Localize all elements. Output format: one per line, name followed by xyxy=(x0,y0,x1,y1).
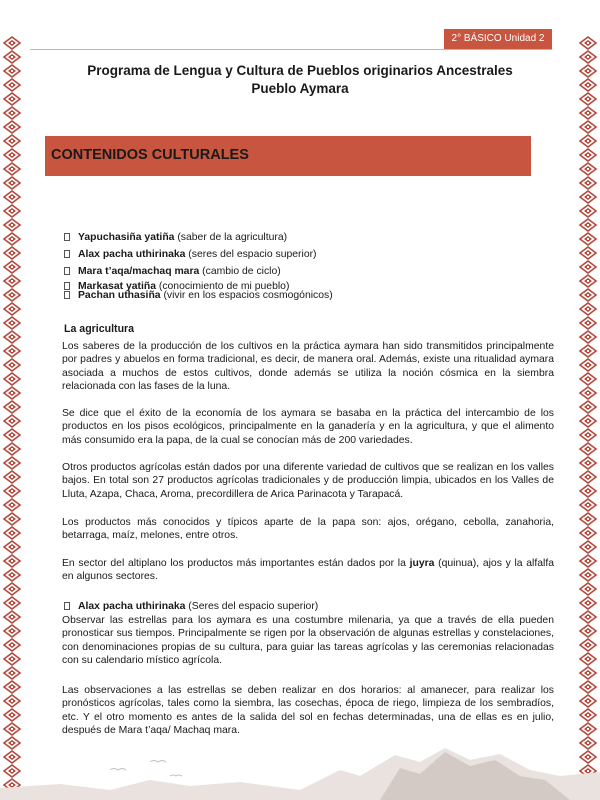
paragraph: Otros productos agrícolas están dados por una diferente variedad de cultivos que se realizan en los valles bajos. En total son 27 productos agrícolas tradicionales y de producción limpia, ubicados en los Valles de Lluta, Azapa, Chaca, Aroma, precordillera de Arica Parinacota y Tarapacá. xyxy=(62,462,554,500)
section-title: CONTENIDOS CULTURALES xyxy=(45,136,531,176)
mountain-landscape-decoration xyxy=(0,710,600,800)
paragraph: En sector del altiplano los productos más importantes están dados por la juyra (quinua), ajos y la alfalfa en algunos sectores. xyxy=(62,558,554,583)
bullet-box-icon xyxy=(64,602,70,610)
paragraph: Se dice que el éxito de la economía de los aymara se basaba en la práctica del intercambio de los productos en los pisos ecológicos, principalmente en la ganadería y en la agricultura, y que el alimento más consumido era la papa, de la cual se conocían más de 200 variedades. xyxy=(62,408,554,446)
subsection-heading: La agricultura xyxy=(64,323,135,335)
bullet-box-icon xyxy=(64,233,70,241)
bullet-item: Alax pacha uthirinaka (seres del espacio superior) xyxy=(64,248,317,261)
grade-unit-badge: 2° BÁSICO Unidad 2 xyxy=(444,29,552,49)
header-divider xyxy=(30,49,552,50)
paragraph: Observar las estrellas para los aymara es una costumbre milenaria, ya que a través de ella pueden pronosticar sus tiempos. Principalmente se rigen por la observación de algunas estrellas y constelaciones, con denominaciones propias de su cultura, para guiar las tareas agrícolas y las ceremonias relacionadas con su calendario místico agrícola. xyxy=(62,615,554,667)
decorative-border-left xyxy=(2,36,22,796)
bullet-item: Alax pacha uthirinaka (Seres del espacio superior) xyxy=(64,600,318,613)
decorative-border-right xyxy=(578,36,598,796)
paragraph: Los saberes de la producción de los cultivos en la práctica aymara han sido transmitidos principalmente por padres y abuelos en forma tradicional, es decir, de manera oral. Además, existe una ritualidad aymara asociada a muchos de estos cultivos, donde además se utiliza la noción cósmica en la siembra relacionada con las fases de la luna. xyxy=(62,341,554,393)
people-title: Pueblo Aymara xyxy=(251,81,349,96)
program-title: Programa de Lengua y Cultura de Pueblos originarios Ancestrales xyxy=(87,63,513,78)
paragraph: Las observaciones a las estrellas se deben realizar en dos horarios: al amanecer, para realizar los pronósticos agrícolas, tales como la siembra, las cosechas, época de riego, limpieza de los sembradíos, etc. Y el otro momento es antes de la salida del sol en fechas determinadas, una de ellas es en julio, después de Mara t’aqa/ Machaq mara. xyxy=(62,685,554,737)
bullet-box-icon xyxy=(64,291,70,299)
paragraph: Los productos más conocidos y típicos aparte de la papa son: ajos, orégano, cebolla, zanahoria, betarraga, maíz, melones, entre otros. xyxy=(62,517,554,542)
bullet-box-icon xyxy=(64,250,70,258)
bullet-item: Markasat yatiña (conocimiento de mi pueblo) xyxy=(64,280,289,293)
bullet-box-icon xyxy=(64,267,70,275)
bullet-item: Mara t’aqa/machaq mara (cambio de ciclo) xyxy=(64,265,281,278)
bullet-item: Pachan uthasiña (vivir en los espacios cosmogónicos) xyxy=(64,289,333,302)
bullet-item: Yapuchasiña yatiña (saber de la agricultura) xyxy=(64,231,287,244)
